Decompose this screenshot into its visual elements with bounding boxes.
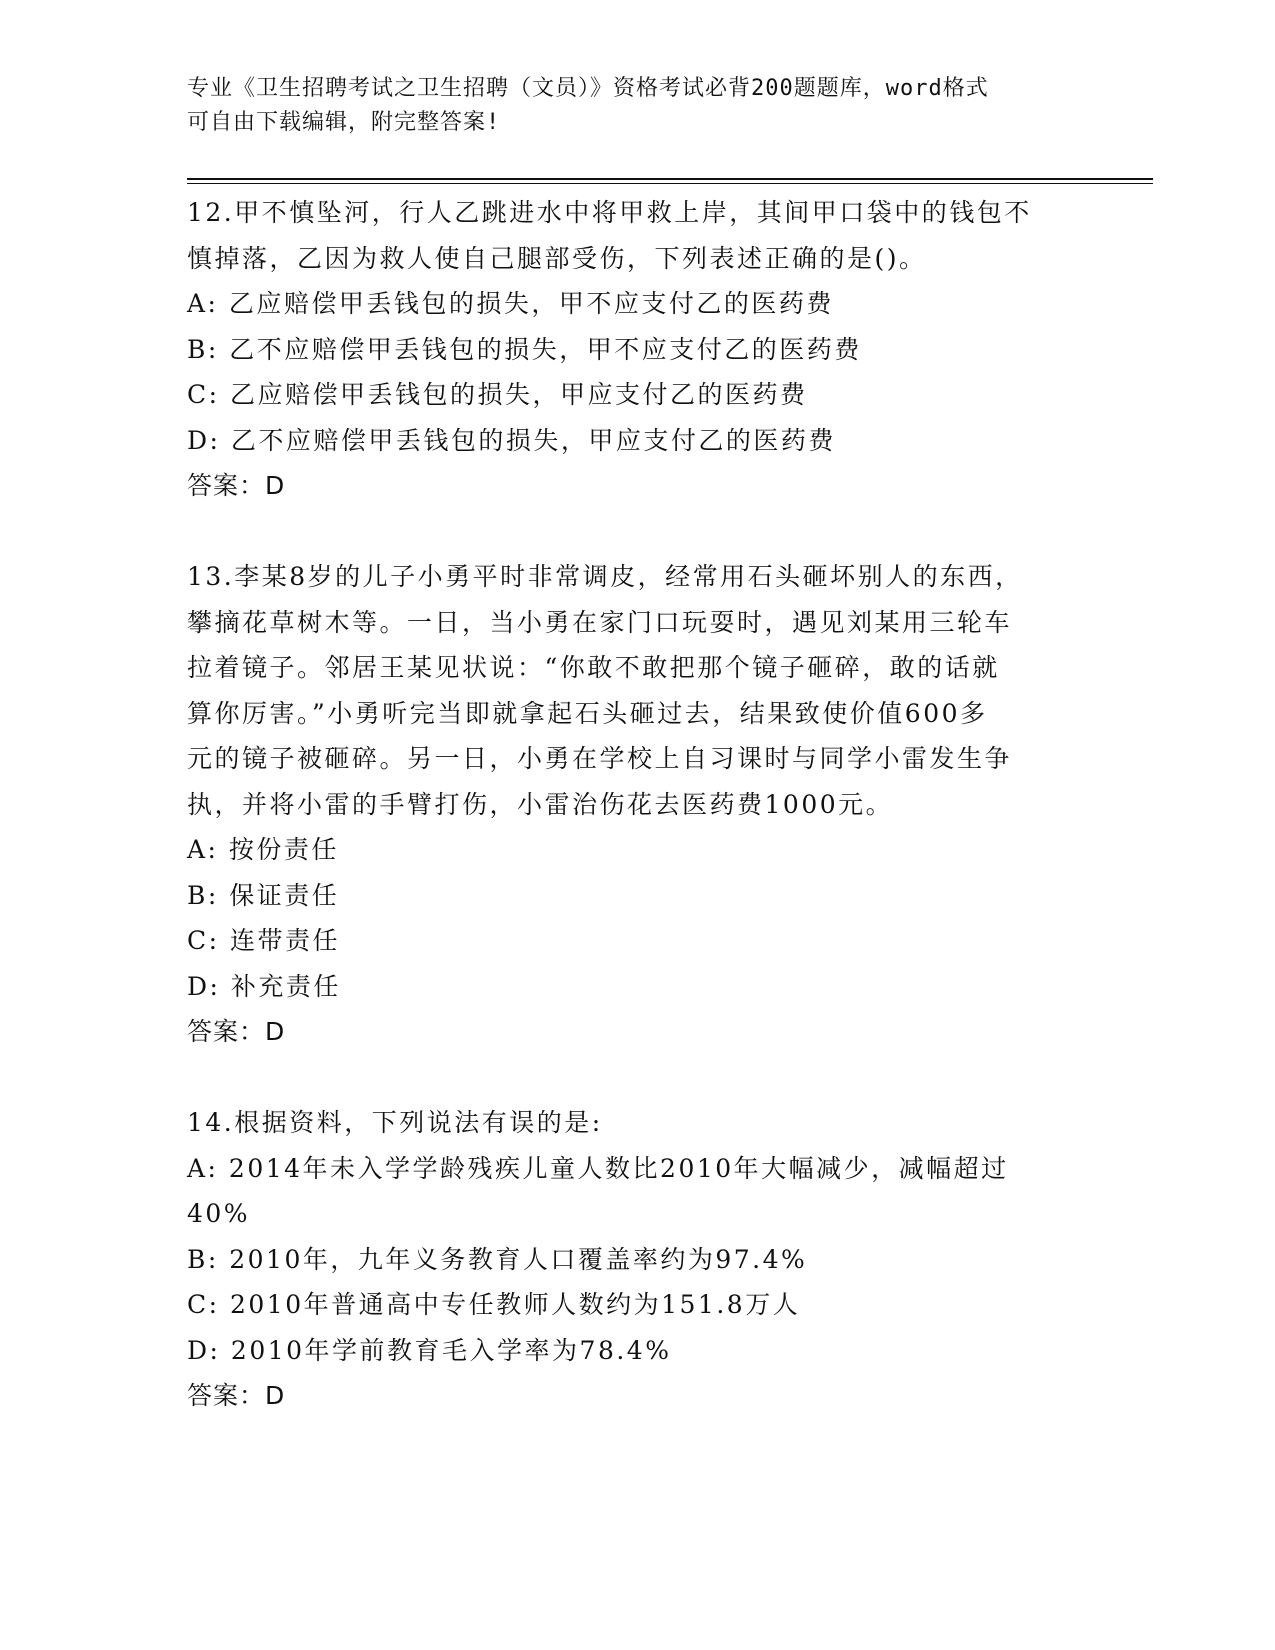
question-12 (187, 190, 1117, 509)
option-b: B: 乙不应赔偿甲丢钱包的损失，甲不应支付乙的医药费 (187, 334, 862, 364)
header-line-1: 专业《卫生招聘考试之卫生招聘（文员）》资格考试必背200题题库，word格式 (187, 76, 989, 101)
question-stem-line: 执，并将小雷的手臂打伤，小雷治伤花去医药费1000元。 (187, 789, 894, 819)
question-stem-line: 慎掉落，乙因为救人使自己腿部受伤，下列表述正确的是()。 (187, 243, 927, 273)
question-stem-line: 算你厉害。”小勇听完当即就拿起石头砸过去，结果致使价值600多 (187, 698, 988, 728)
question-spacer (187, 509, 1117, 555)
option-d: D: 2010年学前教育毛入学率为78.4% (187, 1335, 672, 1365)
question-14 (187, 1100, 1117, 1419)
question-stem-line: 攀摘花草树木等。一日，当小勇在家门口玩耍时，遇见刘某用三轮车 (187, 607, 1013, 637)
answer-label: 答案：D (187, 1381, 286, 1410)
option-c: C: 连带责任 (187, 926, 340, 955)
answer-label: 答案：D (187, 471, 286, 500)
question-list (187, 190, 1117, 1419)
option-a: A: 乙应赔偿甲丢钱包的损失，甲不应支付乙的医药费 (187, 289, 834, 318)
answer-label: 答案：D (187, 1017, 286, 1046)
option-c: C: 乙应赔偿甲丢钱包的损失，甲应支付乙的医药费 (187, 380, 808, 409)
question-13 (187, 554, 1117, 1055)
question-stem-line: 元的镜子被砸碎。另一日，小勇在学校上自习课时与同学小雷发生争 (187, 744, 1013, 773)
header-line-2: 可自由下载编辑，附完整答案! (187, 110, 501, 135)
header-divider-thin (187, 183, 1153, 184)
option-c: C: 2010年普通高中专任教师人数约为151.8万人 (187, 1290, 801, 1319)
option-d: D: 乙不应赔偿甲丢钱包的损失，甲应支付乙的医药费 (187, 425, 836, 455)
option-a-continued: 40% (187, 1199, 251, 1228)
question-stem-line: 14.根据资料，下列说法有误的是: (187, 1108, 603, 1137)
question-stem-line: 12.甲不慎坠河，行人乙跳进水中将甲救上岸，其间甲口袋中的钱包不 (187, 198, 1032, 227)
option-a: A: 按份责任 (187, 835, 339, 864)
question-stem-line: 拉着镜子。邻居王某见状说：“你敢不敢把那个镜子砸碎，敢的话就 (187, 653, 1000, 682)
document-header (187, 72, 1087, 140)
question-stem-line: 13.李某8岁的儿子小勇平时非常调皮，经常用石头砸坏别人的东西， (187, 562, 1023, 591)
option-d: D: 补充责任 (187, 971, 341, 1001)
option-a: A: 2014年未入学学龄残疾儿童人数比2010年大幅减少，减幅超过 (187, 1153, 1009, 1183)
option-b: B: 保证责任 (187, 880, 340, 910)
option-b: B: 2010年，九年义务教育人口覆盖率约为97.4% (187, 1244, 808, 1274)
header-divider-thick (187, 178, 1153, 180)
question-spacer (187, 1055, 1117, 1101)
